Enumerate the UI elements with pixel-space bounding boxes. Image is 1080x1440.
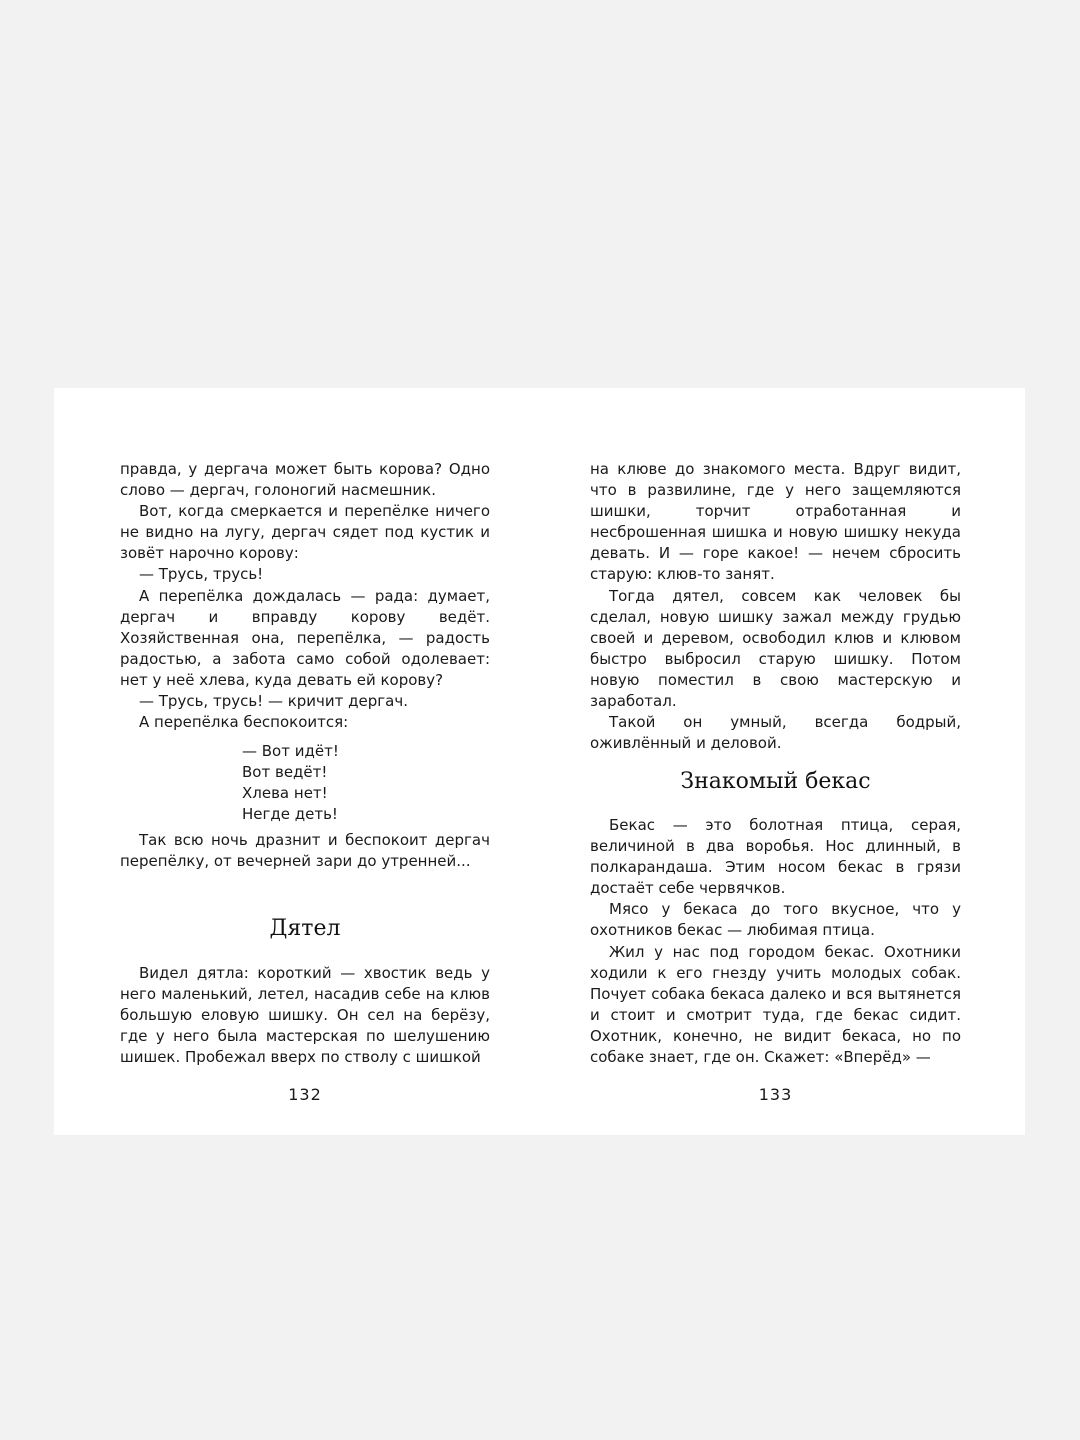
poem-line: Вот ведёт! bbox=[242, 763, 328, 782]
paragraph: А перепёлка дождалась — рада: думает, дергач и вправду корову ведёт. Хозяйственная она, перепёлка, — радость радостью, а забота само собой одолевает: нет у неё хлева, куда девать ей корову? bbox=[120, 586, 490, 689]
page-number: 133 bbox=[758, 1085, 793, 1104]
paragraph: Вот, когда смеркается и перепёлке ничего не видно на лугу, дергач сядет под кустик и зовёт нарочно корову: bbox=[120, 502, 490, 563]
paragraph: — Трусь, трусь! — кричит дергач. bbox=[139, 692, 408, 711]
chapter-heading-dyatel: Дятел bbox=[269, 916, 341, 941]
paragraph: Такой он умный, всегда бодрый, оживлённый и деловой. bbox=[590, 713, 961, 753]
poem-line: — Вот идёт! bbox=[242, 742, 339, 760]
poem-line: Негде деть! bbox=[242, 805, 338, 824]
paragraph: Мясо у бекаса до того вкусное, что у охотников бекас — любимая птица. bbox=[590, 900, 961, 940]
paragraph: Бекас — это болотная птица, серая, величиной в два воробья. Нос длинный, в полкарандаша. Этим носом бекас в грязи достаёт себе червячков. bbox=[590, 816, 961, 898]
page-number: 132 bbox=[288, 1085, 322, 1104]
left-page-text-top bbox=[120, 459, 490, 733]
poem-line: Хлева нет! bbox=[242, 784, 328, 803]
paragraph: — Трусь, трусь! bbox=[139, 565, 264, 584]
left-page-text-dyatel bbox=[120, 963, 490, 1068]
paragraph: на клюве до знакомого места. Вдруг видит, что в развилине, где у него защемляются шишки, торчит отработанная и несброшенная шишка и новую шишку некуда девать. И — горе какое! — нечем сбросить старую: клюв-то занят. bbox=[590, 460, 961, 584]
right-page-text-bekas bbox=[590, 815, 961, 1068]
paragraph: А перепёлка беспокоится: bbox=[139, 713, 349, 732]
paragraph: Тогда дятел, совсем как человек бы сделал, новую шишку зажал между грудью своей и деревом, освободил клюв и клювом быстро выбросил старую шишку. Потом новую поместил в свою мастерскую и заработал. bbox=[590, 586, 961, 711]
right-page-text-top bbox=[590, 459, 961, 754]
paragraph: Жил у нас под городом бекас. Охотники ходили к его гнезду учить молодых собак. Почует собака бекаса далеко и вся вытянется и стоит и смотрит туда, где бекас сидит. Охотник, конечно, не видит бекаса, но по собаке знает, где он. Скажет: «Вперёд» — bbox=[590, 942, 961, 1067]
poem-stanza bbox=[242, 741, 442, 825]
chapter-heading-bekas: Знакомый бекас bbox=[680, 769, 871, 794]
paragraph: Видел дятла: короткий — хвостик ведь у него маленький, летел, насадив себе на клюв большую еловую шишку. Он сел на берёзу, где у него была мастерская по шелушению шишек. Пробежал вверх по стволу с шишкой bbox=[120, 964, 490, 1067]
paragraph: правда, у дергача может быть корова? Одно слово — дергач, голоногий насмешник. bbox=[120, 460, 490, 500]
book-spread bbox=[54, 388, 1025, 1135]
left-page bbox=[120, 388, 490, 1135]
right-page bbox=[590, 388, 961, 1135]
paragraph: Так всю ночь дразнит и беспокоит дергач перепёлку, от вечерней зари до утренней... bbox=[120, 831, 490, 871]
left-page-text-after-poem bbox=[120, 830, 490, 872]
